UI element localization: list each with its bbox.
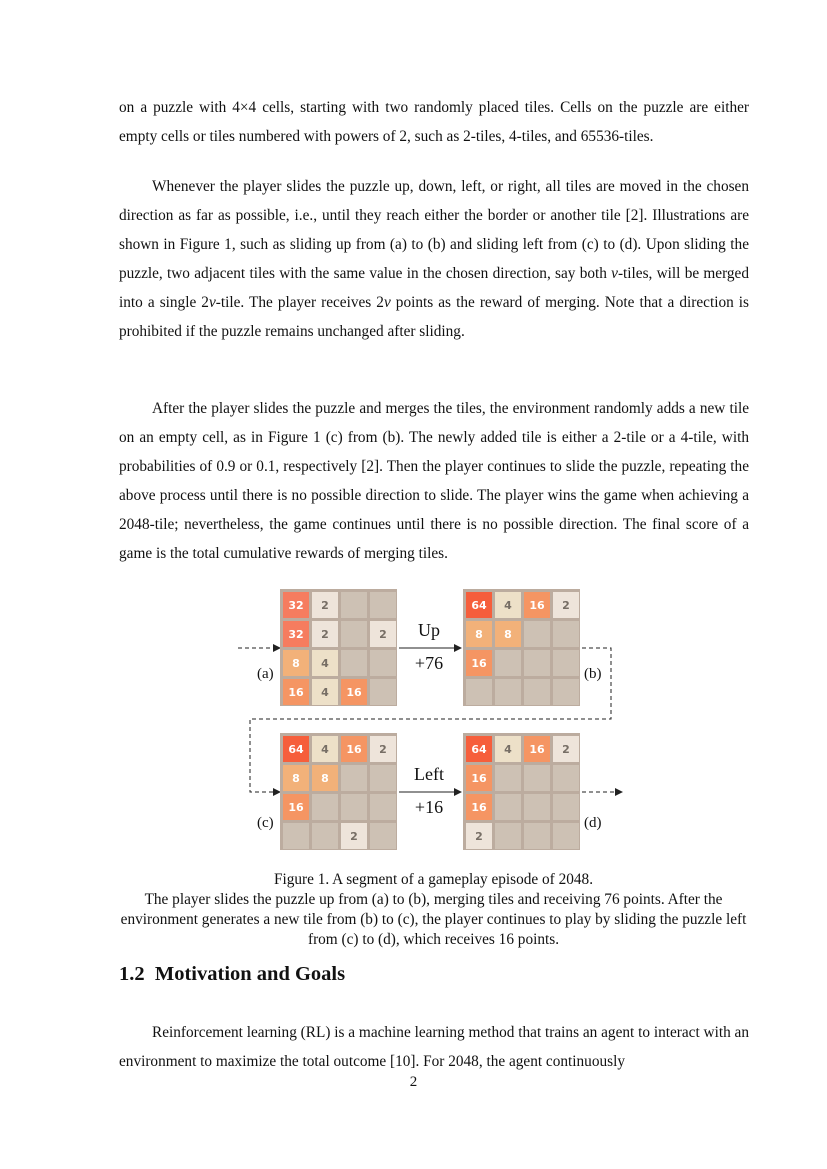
empty-cell — [341, 650, 367, 676]
empty-cell — [553, 679, 579, 705]
empty-cell — [341, 765, 367, 791]
board-c — [280, 733, 397, 850]
tile-8: 8 — [466, 621, 492, 647]
empty-cell — [553, 823, 579, 849]
tile-4: 4 — [312, 679, 338, 705]
empty-cell — [341, 794, 367, 820]
label-c: (c) — [257, 815, 274, 831]
empty-cell — [524, 794, 550, 820]
paragraph-3: After the player slides the puzzle and merges the tiles, the environment randomly adds a new tile on an empty cell, as in Figure 1 (c) from (b). The newly added tile is either a 2-tile or a 4-tile, with probabilities of 0.9 or 0.1, respectively [2]. Then the player continues to slide the puzzle, repeating the above process until there is no possible direction to slide. The player wins the game when achieving a 2048-tile; nevertheless, the game continues until there is no possible direction. The final score of a game is the total cumulative rewards of merging tiles. — [119, 400, 749, 562]
move-left-reward: +16 — [414, 797, 444, 817]
section-number: 1.2 — [119, 963, 145, 985]
empty-cell — [341, 592, 367, 618]
caption-line-1: Figure 1. A segment of a gameplay episode of 2048. — [273, 871, 594, 888]
tile-64: 64 — [466, 592, 492, 618]
empty-cell — [370, 592, 396, 618]
empty-cell — [495, 823, 521, 849]
empty-cell — [370, 823, 396, 849]
tile-2: 2 — [370, 621, 396, 647]
tile-4: 4 — [312, 650, 338, 676]
empty-cell — [524, 765, 550, 791]
tile-16: 16 — [466, 794, 492, 820]
tile-8: 8 — [283, 765, 309, 791]
section-title: Motivation and Goals — [154, 963, 346, 985]
tile-32: 32 — [283, 621, 309, 647]
tile-64: 64 — [283, 736, 309, 762]
empty-cell — [553, 650, 579, 676]
tile-2: 2 — [553, 736, 579, 762]
tile-16: 16 — [341, 679, 367, 705]
paragraph-2: Whenever the player slides the puzzle up, down, left, or right, all tiles are moved in the chosen direction as far as possible, i.e., until they reach either the border or another tile [2]. Illustrations are shown in Figure 1, such as sliding up from (a) to (b) and sliding left from (c) to (d). Upon sliding the puzzle, two adjacent tiles with the same value in the chosen direction, say both v-tiles, will be merged into a single 2v-tile. The player receives 2v points as the reward of merging. Note that a direction is prohibited if the puzzle remains unchanged after sliding. — [119, 178, 750, 340]
empty-cell — [370, 679, 396, 705]
empty-cell — [466, 679, 492, 705]
paragraph-4: Reinforcement learning (RL) is a machine learning method that trains an agent to interact with an environment to maximize the total outcome [10]. For 2048, the agent continuously — [119, 1024, 749, 1070]
move-up-reward: +76 — [414, 653, 444, 673]
tile-64: 64 — [466, 736, 492, 762]
empty-cell — [283, 823, 309, 849]
page-number: 2 — [409, 1074, 418, 1090]
empty-cell — [370, 765, 396, 791]
empty-cell — [370, 650, 396, 676]
empty-cell — [341, 621, 367, 647]
empty-cell — [553, 621, 579, 647]
tile-16: 16 — [466, 765, 492, 791]
tile-4: 4 — [495, 736, 521, 762]
tile-8: 8 — [312, 765, 338, 791]
empty-cell — [524, 823, 550, 849]
empty-cell — [495, 650, 521, 676]
board-a — [280, 589, 397, 706]
tile-16: 16 — [283, 794, 309, 820]
tile-2: 2 — [553, 592, 579, 618]
tile-8: 8 — [495, 621, 521, 647]
tile-16: 16 — [283, 679, 309, 705]
label-b: (b) — [584, 666, 602, 682]
caption-line-2: The player slides the puzzle up from (a) to (b), merging tiles and receiving 76 points. After the environment generates a new tile from (b) to (c), the player continues to play by sliding the puzzle left from (c) to (d), which receives 16 points. — [120, 891, 747, 948]
empty-cell — [495, 794, 521, 820]
empty-cell — [312, 794, 338, 820]
tile-8: 8 — [283, 650, 309, 676]
paragraph-1: on a puzzle with 4×4 cells, starting with two randomly placed tiles. Cells on the puzzle are either empty cells or tiles numbered with powers of 2, such as 2-tiles, 4-tiles, and 65536-tiles. — [119, 99, 749, 145]
empty-cell — [524, 679, 550, 705]
empty-cell — [312, 823, 338, 849]
tile-4: 4 — [495, 592, 521, 618]
board-b — [463, 589, 580, 706]
tile-2: 2 — [312, 621, 338, 647]
empty-cell — [495, 765, 521, 791]
board-d — [463, 733, 580, 850]
empty-cell — [553, 765, 579, 791]
tile-16: 16 — [341, 736, 367, 762]
empty-cell — [524, 621, 550, 647]
move-left-label: Left — [414, 764, 444, 784]
tile-2: 2 — [341, 823, 367, 849]
section-heading — [119, 963, 345, 986]
empty-cell — [370, 794, 396, 820]
empty-cell — [524, 650, 550, 676]
figure-caption — [110, 870, 757, 950]
tile-16: 16 — [524, 592, 550, 618]
tile-2: 2 — [312, 592, 338, 618]
tile-4: 4 — [312, 736, 338, 762]
move-up-label: Up — [418, 620, 440, 640]
label-d: (d) — [584, 815, 602, 831]
empty-cell — [553, 794, 579, 820]
empty-cell — [495, 679, 521, 705]
tile-16: 16 — [524, 736, 550, 762]
tile-32: 32 — [283, 592, 309, 618]
tile-2: 2 — [466, 823, 492, 849]
label-a: (a) — [257, 666, 274, 682]
tile-16: 16 — [466, 650, 492, 676]
tile-2: 2 — [370, 736, 396, 762]
